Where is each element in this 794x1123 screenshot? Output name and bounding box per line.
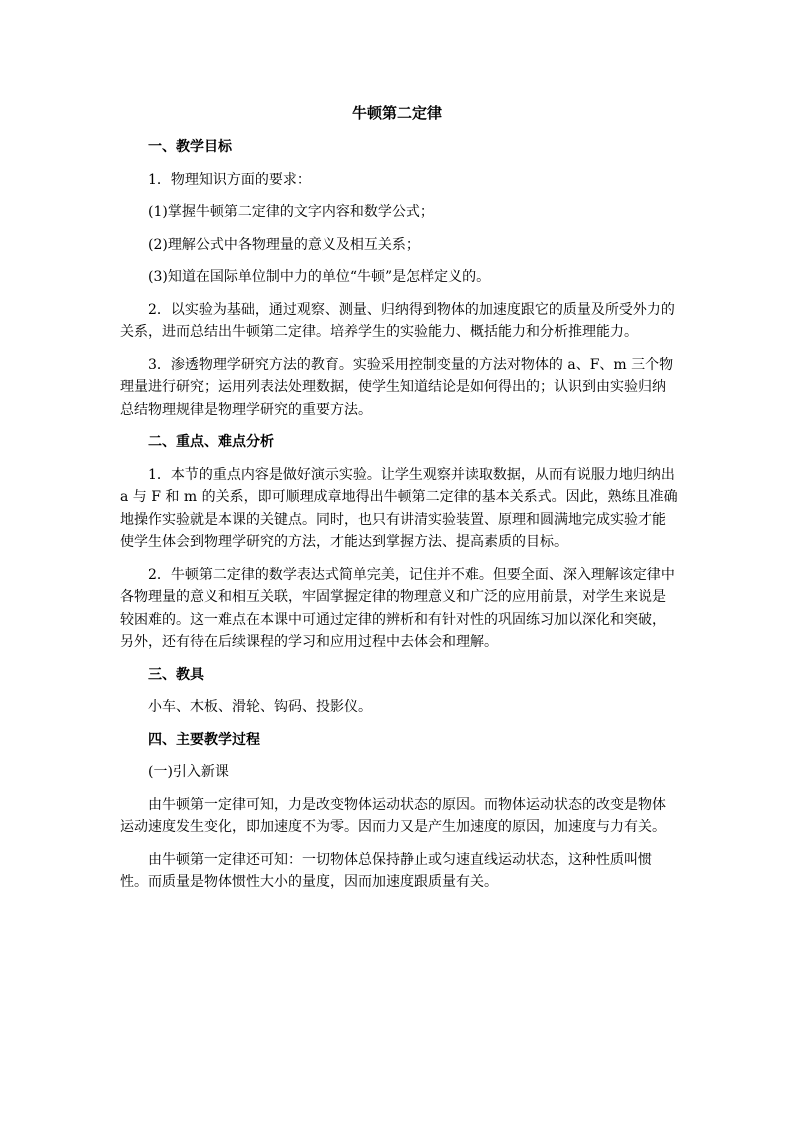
key-point-item-1: 1．本节的重点内容是做好演示实验。让学生观察并读取数据，从而有说服力地归纳出 a 与 F 和 m 的关系，即可顺理成章地得出牛顿第二定律的基本关系式。因此，熟练且准确地操作实验就是本课的关键点。同时，也只有讲清实验装置、原理和圆满地完成实验才能使学生体会到物理学研究的方法，才能达到掌握方法、提高素质的目标。 (120, 466, 678, 550)
goal-subitem-1: (1)掌握牛顿第二定律的文字内容和数学公式； (148, 204, 434, 220)
goal-item-2: 2．以实验为基础，通过观察、测量、归纳得到物体的加速度跟它的质量及所受外力的关系，进而总结出牛顿第二定律。培养学生的实验能力、概括能力和分析推理能力。 (120, 301, 675, 340)
page-title: 牛顿第二定律 (351, 104, 442, 122)
section-heading-teaching-aids: 三、教具 (148, 666, 204, 683)
goal-subitem-3: (3)知道在国际单位制中力的单位“牛顿”是怎样定义的。 (148, 269, 491, 285)
goal-subitem-2: (2)理解公式中各物理量的意义及相互关系； (148, 236, 420, 253)
section-heading-teaching-goals: 一、教学目标 (148, 139, 232, 155)
process-paragraph-2: 由牛顿第一定律还可知：一切物体总保持静止或匀速直线运动状态，这种性质叫惯性。而质量是物体惯性大小的量度，因而加速度跟质量有关。 (120, 851, 652, 890)
section-heading-key-points: 二、重点、难点分析 (148, 434, 274, 450)
document-body (120, 136, 678, 894)
section-heading-teaching-process: 四、主要教学过程 (148, 731, 260, 748)
process-paragraph-1: 由牛顿第一定律可知，力是改变物体运动状态的原因。而物体运动状态的改变是物体运动速度发生变化，即加速度不为零。因而力又是产生加速度的原因，加速度与力有关。 (120, 796, 666, 835)
teaching-aids-list: 小车、木板、滑轮、钩码、投影仪。 (148, 699, 372, 715)
key-point-item-2: 2．牛顿第二定律的数学表达式简单完美，记住并不难。但要全面、深入理解该定律中各物理量的意义和相互关联，牢固掌握定律的物理意义和广泛的应用前景，对学生来说是较困难的。这一难点在本课中可通过定律的辨析和有针对性的巩固练习加以深化和突破，另外，还有待在后续课程的学习和应用过程中去体会和理解。 (120, 566, 675, 650)
goal-item-1: 1．物理知识方面的要求： (148, 171, 311, 188)
goal-item-3: 3．渗透物理学研究方法的教育。实验采用控制变量的方法对物体的 a、F、m 三个物理量进行研究；运用列表法处理数据，使学生知道结论是如何得出的；认识到由实验归纳总结物理规律是物理学研究的重要方法。 (120, 356, 674, 418)
process-subheading-intro: (一)引入新课 (148, 764, 229, 780)
